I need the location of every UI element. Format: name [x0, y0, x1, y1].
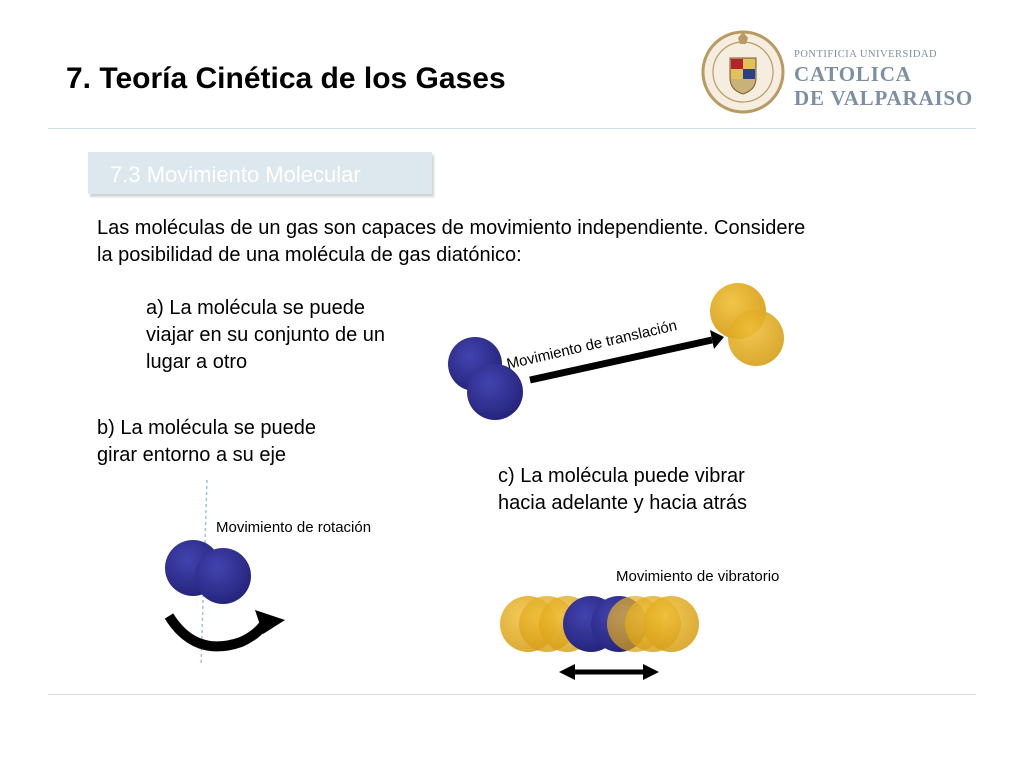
blue-atom-2	[467, 364, 523, 420]
section-heading: 7.3 Movimiento Molecular	[110, 162, 361, 187]
item-b-text	[97, 415, 397, 469]
translation-illustration	[440, 276, 800, 436]
logo-line-2: CATOLICA	[794, 61, 912, 86]
university-seal-icon	[700, 24, 786, 116]
intro-line-1: Las moléculas de un gas son capaces de movimiento independiente. Considere	[97, 217, 806, 239]
slide-title: 7. Teoría Cinética de los Gases	[66, 62, 506, 95]
footer-divider	[48, 694, 976, 695]
vibration-caption: Movimiento de vibratorio	[616, 568, 780, 585]
rotation-illustration	[155, 480, 295, 670]
logo-line-1: PONTIFICIA UNIVERSIDAD	[794, 49, 938, 60]
rotation-atom-2	[195, 548, 251, 604]
intro-paragraph	[97, 215, 927, 269]
item-a-line-3: lugar a otro	[146, 351, 248, 373]
university-logo-text	[794, 50, 973, 109]
vibration-illustration	[495, 590, 710, 685]
vibration-arrow-right-head	[643, 664, 659, 680]
item-c-text	[498, 463, 818, 517]
item-a-text	[146, 295, 446, 376]
gold-atom-2	[728, 310, 784, 366]
translation-caption: Movimiento de translación	[505, 317, 679, 373]
vibration-gold-atom-6	[643, 596, 699, 652]
section-heading-box	[88, 152, 432, 194]
rotation-caption: Movimiento de rotación	[216, 519, 372, 536]
item-b-line-2: girar entorno a su eje	[97, 444, 287, 466]
header-divider	[48, 128, 976, 129]
item-b-line-1: b) La molécula se puede	[97, 417, 317, 439]
item-a-line-2: viajar en su conjunto de un	[146, 324, 386, 346]
intro-line-2: la posibilidad de una molécula de gas diatónico:	[97, 244, 522, 266]
item-a-line-1: a) La molécula se puede	[146, 297, 366, 319]
logo-line-3: DE VALPARAISO	[794, 85, 974, 110]
vibration-arrow-left-head	[559, 664, 575, 680]
item-c-line-2: hacia adelante y hacia atrás	[498, 492, 748, 514]
item-c-line-1: c) La molécula puede vibrar	[498, 465, 745, 487]
rotation-arrow-shaft	[169, 616, 267, 646]
